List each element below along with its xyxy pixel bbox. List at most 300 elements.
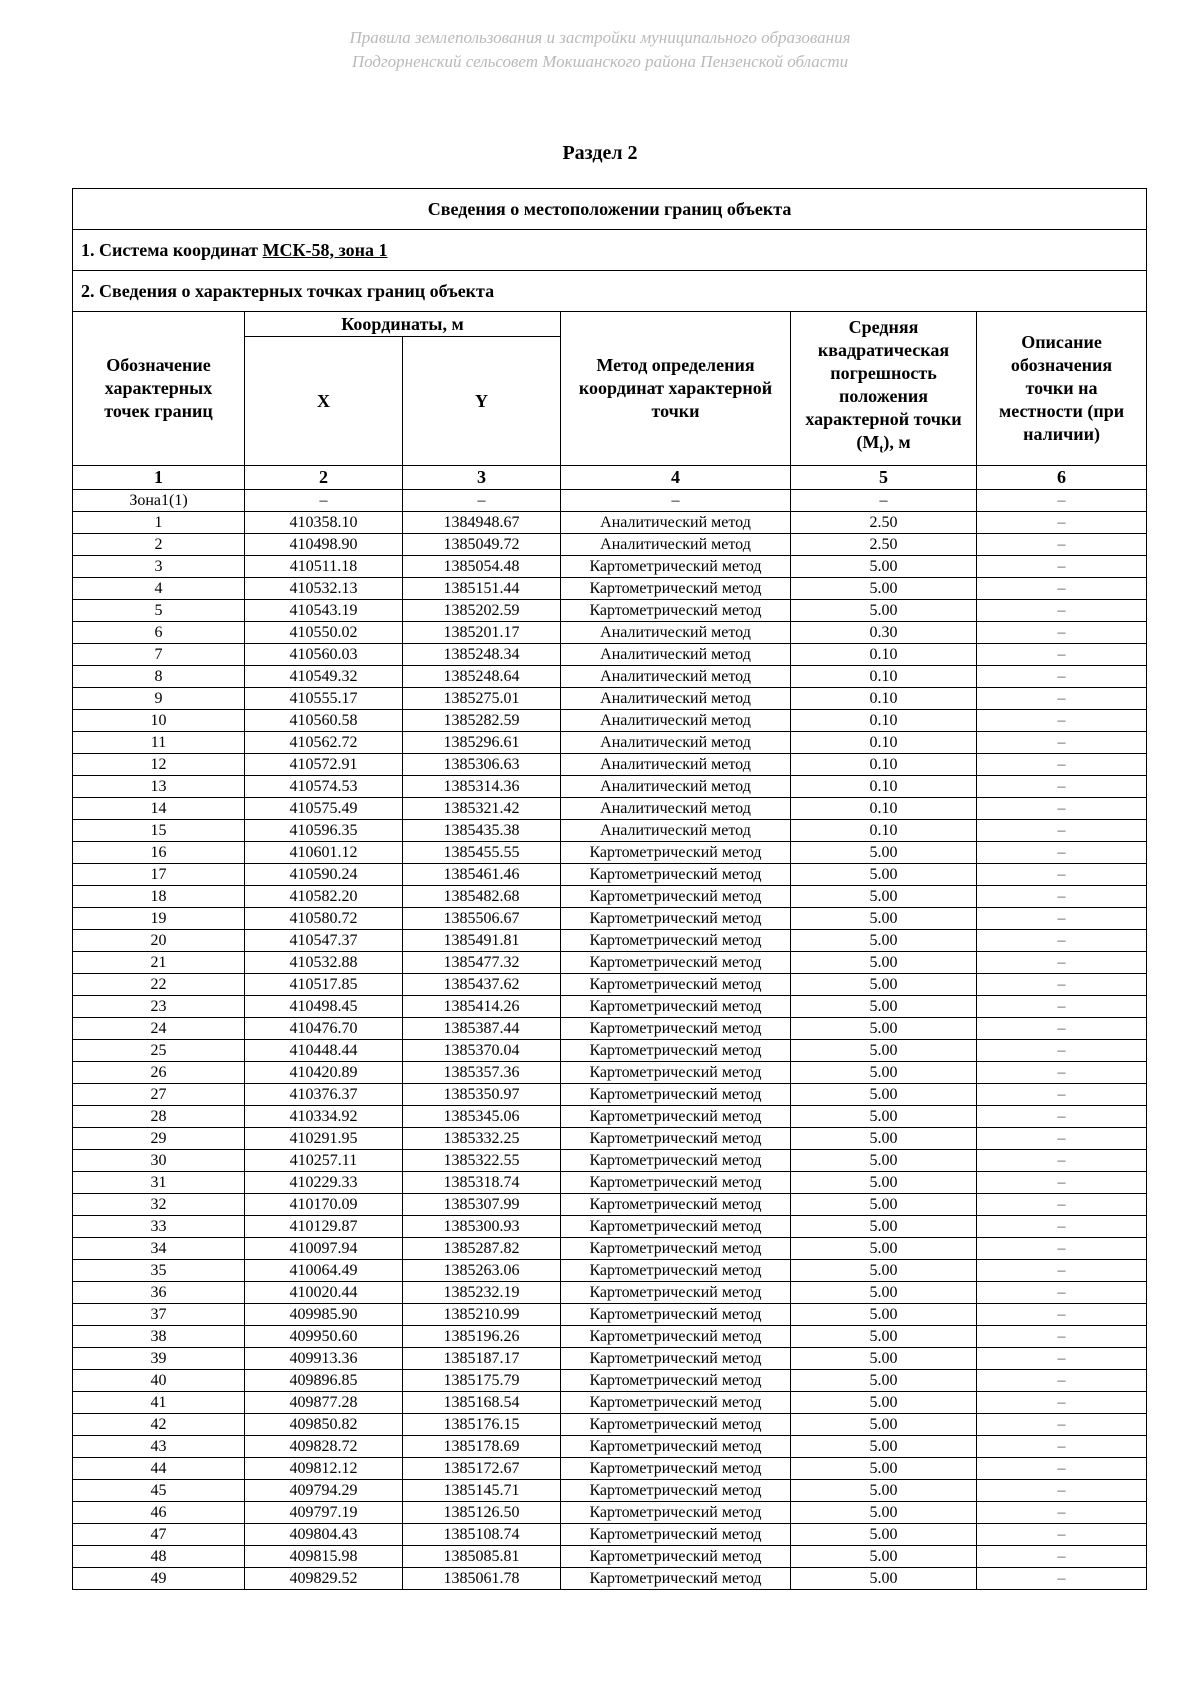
method: Картометрический метод xyxy=(561,1238,791,1260)
method: Картометрический метод xyxy=(561,1216,791,1238)
point-description: – xyxy=(977,754,1147,776)
table-row xyxy=(73,1128,1147,1150)
y-coordinate: 1385437.62 xyxy=(403,974,561,996)
mean-error: 5.00 xyxy=(791,864,977,886)
point-description: – xyxy=(977,534,1147,556)
point-number: 23 xyxy=(73,996,245,1018)
point-description: – xyxy=(977,930,1147,952)
point-number: 14 xyxy=(73,798,245,820)
x-coordinate: 410376.37 xyxy=(245,1084,403,1106)
table-title-row xyxy=(73,189,1147,230)
method: Картометрический метод xyxy=(561,1370,791,1392)
col-number: 2 xyxy=(245,466,403,490)
mean-error: 5.00 xyxy=(791,908,977,930)
x-coordinate: 410020.44 xyxy=(245,1282,403,1304)
method: Аналитический метод xyxy=(561,534,791,556)
x-coordinate: 409896.85 xyxy=(245,1370,403,1392)
point-description: – xyxy=(977,864,1147,886)
point-description: – xyxy=(977,974,1147,996)
point-number: 49 xyxy=(73,1568,245,1590)
table-row xyxy=(73,930,1147,952)
y-coordinate: 1385296.61 xyxy=(403,732,561,754)
point-number: 38 xyxy=(73,1326,245,1348)
method: Картометрический метод xyxy=(561,1040,791,1062)
point-description: – xyxy=(977,1304,1147,1326)
y-coordinate: 1385202.59 xyxy=(403,600,561,622)
mean-error: 5.00 xyxy=(791,600,977,622)
point-description: – xyxy=(977,1568,1147,1590)
method: Картометрический метод xyxy=(561,600,791,622)
point-number: 26 xyxy=(73,1062,245,1084)
x-coordinate: 410476.70 xyxy=(245,1018,403,1040)
point-description: – xyxy=(977,732,1147,754)
x-coordinate: 410517.85 xyxy=(245,974,403,996)
y-coordinate: 1385175.79 xyxy=(403,1370,561,1392)
table-row xyxy=(73,886,1147,908)
x-coordinate: 410596.35 xyxy=(245,820,403,842)
point-description: – xyxy=(977,578,1147,600)
x-coordinate: 409815.98 xyxy=(245,1546,403,1568)
table-row xyxy=(73,600,1147,622)
table-row xyxy=(73,1436,1147,1458)
table-row xyxy=(73,864,1147,886)
method: Картометрический метод xyxy=(561,1304,791,1326)
coord-system-row xyxy=(73,230,1147,271)
y-coordinate: 1385176.15 xyxy=(403,1414,561,1436)
x-coordinate: 409913.36 xyxy=(245,1348,403,1370)
mean-error: 0.30 xyxy=(791,622,977,644)
point-description: – xyxy=(977,886,1147,908)
mean-error: 5.00 xyxy=(791,1304,977,1326)
point-number: 34 xyxy=(73,1238,245,1260)
point-description: – xyxy=(977,1128,1147,1150)
y-coordinate: 1385461.46 xyxy=(403,864,561,886)
x-coordinate: 409797.19 xyxy=(245,1502,403,1524)
x-coordinate: 410170.09 xyxy=(245,1194,403,1216)
x-coordinate: 409850.82 xyxy=(245,1414,403,1436)
table-row xyxy=(73,1568,1147,1590)
table-row xyxy=(73,908,1147,930)
method: Картометрический метод xyxy=(561,1524,791,1546)
table-row xyxy=(73,1546,1147,1568)
point-description: – xyxy=(977,1370,1147,1392)
x-coordinate: 409950.60 xyxy=(245,1326,403,1348)
y-coordinate: 1385300.93 xyxy=(403,1216,561,1238)
mean-error: 5.00 xyxy=(791,1084,977,1106)
y-coordinate: 1385054.48 xyxy=(403,556,561,578)
method: Картометрический метод xyxy=(561,578,791,600)
x-coordinate: 410555.17 xyxy=(245,688,403,710)
point-number: 6 xyxy=(73,622,245,644)
method: Картометрический метод xyxy=(561,1150,791,1172)
point-description: – xyxy=(977,600,1147,622)
mean-error: 5.00 xyxy=(791,1194,977,1216)
mean-error: 5.00 xyxy=(791,1414,977,1436)
method: Картометрический метод xyxy=(561,996,791,1018)
y-coordinate: 1385482.68 xyxy=(403,886,561,908)
y-coordinate: 1385196.26 xyxy=(403,1326,561,1348)
x-coordinate: 410560.03 xyxy=(245,644,403,666)
method: Аналитический метод xyxy=(561,732,791,754)
point-number: 7 xyxy=(73,644,245,666)
table-row xyxy=(73,1238,1147,1260)
y-coordinate: 1385370.04 xyxy=(403,1040,561,1062)
mean-error: 5.00 xyxy=(791,1150,977,1172)
mean-error: 2.50 xyxy=(791,534,977,556)
method: Аналитический метод xyxy=(561,754,791,776)
point-number: 22 xyxy=(73,974,245,996)
method: Картометрический метод xyxy=(561,1194,791,1216)
method: Картометрический метод xyxy=(561,556,791,578)
x-coordinate: 410543.19 xyxy=(245,600,403,622)
x-coordinate: 410574.53 xyxy=(245,776,403,798)
table-row xyxy=(73,1458,1147,1480)
point-number: 17 xyxy=(73,864,245,886)
point-description: – xyxy=(977,1150,1147,1172)
method: Картометрический метод xyxy=(561,974,791,996)
y-coordinate: 1385282.59 xyxy=(403,710,561,732)
point-number: 37 xyxy=(73,1304,245,1326)
col-header-coords: Координаты, м xyxy=(245,312,561,337)
point-number: 41 xyxy=(73,1392,245,1414)
y-coordinate: 1385332.25 xyxy=(403,1128,561,1150)
col-header-x: X xyxy=(245,337,403,466)
method: Картометрический метод xyxy=(561,1392,791,1414)
y-coordinate: 1385151.44 xyxy=(403,578,561,600)
table-cell: – xyxy=(245,490,403,512)
x-coordinate: 410572.91 xyxy=(245,754,403,776)
y-coordinate: 1385435.38 xyxy=(403,820,561,842)
x-coordinate: 410097.94 xyxy=(245,1238,403,1260)
method: Картометрический метод xyxy=(561,1018,791,1040)
y-coordinate: 1385287.82 xyxy=(403,1238,561,1260)
point-number: 13 xyxy=(73,776,245,798)
table-cell: – xyxy=(561,490,791,512)
point-description: – xyxy=(977,644,1147,666)
y-coordinate: 1385350.97 xyxy=(403,1084,561,1106)
x-coordinate: 410498.45 xyxy=(245,996,403,1018)
col-header-error-unit: ), м xyxy=(883,432,911,453)
point-number: 8 xyxy=(73,666,245,688)
mean-error: 0.10 xyxy=(791,798,977,820)
y-coordinate: 1385322.55 xyxy=(403,1150,561,1172)
points-info: 2. Сведения о характерных точках границ объекта xyxy=(73,271,1147,312)
table-row xyxy=(73,952,1147,974)
column-number-row xyxy=(73,466,1147,490)
point-description: – xyxy=(977,1414,1147,1436)
y-coordinate: 1385455.55 xyxy=(403,842,561,864)
y-coordinate: 1385318.74 xyxy=(403,1172,561,1194)
method: Картометрический метод xyxy=(561,1348,791,1370)
x-coordinate: 410129.87 xyxy=(245,1216,403,1238)
col-header-method: Метод определения координат характерной точки xyxy=(561,312,791,466)
table-row xyxy=(73,798,1147,820)
x-coordinate: 410291.95 xyxy=(245,1128,403,1150)
point-description: – xyxy=(977,1040,1147,1062)
table-cell: – xyxy=(977,490,1147,512)
coord-system-cell xyxy=(73,230,1147,271)
y-coordinate: 1385275.01 xyxy=(403,688,561,710)
mean-error: 0.10 xyxy=(791,732,977,754)
mean-error: 5.00 xyxy=(791,1326,977,1348)
table-row xyxy=(73,622,1147,644)
x-coordinate: 409877.28 xyxy=(245,1392,403,1414)
mean-error: 5.00 xyxy=(791,886,977,908)
table-row xyxy=(73,842,1147,864)
point-number: 27 xyxy=(73,1084,245,1106)
col-header-error xyxy=(791,312,977,466)
y-coordinate: 1385321.42 xyxy=(403,798,561,820)
point-number: 10 xyxy=(73,710,245,732)
y-coordinate: 1385306.63 xyxy=(403,754,561,776)
point-number: 31 xyxy=(73,1172,245,1194)
method: Картометрический метод xyxy=(561,908,791,930)
table-row xyxy=(73,732,1147,754)
point-description: – xyxy=(977,1194,1147,1216)
method: Аналитический метод xyxy=(561,666,791,688)
mean-error: 0.10 xyxy=(791,820,977,842)
point-number: 47 xyxy=(73,1524,245,1546)
col-header-y: Y xyxy=(403,337,561,466)
y-coordinate: 1385187.17 xyxy=(403,1348,561,1370)
y-coordinate: 1385345.06 xyxy=(403,1106,561,1128)
method: Картометрический метод xyxy=(561,1172,791,1194)
x-coordinate: 410590.24 xyxy=(245,864,403,886)
table-row xyxy=(73,534,1147,556)
point-description: – xyxy=(977,1216,1147,1238)
point-description: – xyxy=(977,1326,1147,1348)
table-row xyxy=(73,1150,1147,1172)
header-line-1: Правила землепользования и застройки муниципального образования xyxy=(349,28,851,47)
point-number: 16 xyxy=(73,842,245,864)
y-coordinate: 1385387.44 xyxy=(403,1018,561,1040)
point-description: – xyxy=(977,1436,1147,1458)
point-description: – xyxy=(977,1106,1147,1128)
mean-error: 5.00 xyxy=(791,1480,977,1502)
point-number: 46 xyxy=(73,1502,245,1524)
x-coordinate: 410582.20 xyxy=(245,886,403,908)
x-coordinate: 409804.43 xyxy=(245,1524,403,1546)
method: Картометрический метод xyxy=(561,1128,791,1150)
table-row xyxy=(73,1348,1147,1370)
col-number: 3 xyxy=(403,466,561,490)
mean-error: 5.00 xyxy=(791,996,977,1018)
x-coordinate: 409828.72 xyxy=(245,1436,403,1458)
mean-error: 5.00 xyxy=(791,974,977,996)
x-coordinate: 409794.29 xyxy=(245,1480,403,1502)
point-number: 29 xyxy=(73,1128,245,1150)
x-coordinate: 410448.44 xyxy=(245,1040,403,1062)
mean-error: 5.00 xyxy=(791,952,977,974)
point-number: 42 xyxy=(73,1414,245,1436)
table-row xyxy=(73,556,1147,578)
point-number: 30 xyxy=(73,1150,245,1172)
x-coordinate: 410549.32 xyxy=(245,666,403,688)
point-description: – xyxy=(977,1502,1147,1524)
point-number: 43 xyxy=(73,1436,245,1458)
x-coordinate: 410550.02 xyxy=(245,622,403,644)
table-row xyxy=(73,1502,1147,1524)
table-row xyxy=(73,1194,1147,1216)
method: Аналитический метод xyxy=(561,710,791,732)
y-coordinate: 1385126.50 xyxy=(403,1502,561,1524)
method: Картометрический метод xyxy=(561,1436,791,1458)
x-coordinate: 410229.33 xyxy=(245,1172,403,1194)
method: Картометрический метод xyxy=(561,930,791,952)
table-row xyxy=(73,1326,1147,1348)
point-description: – xyxy=(977,688,1147,710)
mean-error: 5.00 xyxy=(791,1502,977,1524)
mean-error: 0.10 xyxy=(791,710,977,732)
point-number: 5 xyxy=(73,600,245,622)
table-title: Сведения о местоположении границ объекта xyxy=(73,189,1147,230)
table-row xyxy=(73,1304,1147,1326)
table-cell: – xyxy=(403,490,561,512)
method: Аналитический метод xyxy=(561,622,791,644)
col-header-point: Обозначение характерных точек границ xyxy=(73,312,245,466)
y-coordinate: 1385263.06 xyxy=(403,1260,561,1282)
point-description: – xyxy=(977,1172,1147,1194)
method: Картометрический метод xyxy=(561,886,791,908)
section-title: Раздел 2 xyxy=(562,142,638,164)
y-coordinate: 1385491.81 xyxy=(403,930,561,952)
mean-error: 2.50 xyxy=(791,512,977,534)
x-coordinate: 409985.90 xyxy=(245,1304,403,1326)
method: Аналитический метод xyxy=(561,820,791,842)
table-row xyxy=(73,1018,1147,1040)
method: Картометрический метод xyxy=(561,842,791,864)
point-description: – xyxy=(977,908,1147,930)
col-header-error-text: Средняя квадратическая погрешность положения характерной точки (M xyxy=(805,317,962,453)
mean-error: 5.00 xyxy=(791,1128,977,1150)
method: Картометрический метод xyxy=(561,1480,791,1502)
y-coordinate: 1385477.32 xyxy=(403,952,561,974)
table-row xyxy=(73,1524,1147,1546)
point-description: – xyxy=(977,952,1147,974)
y-coordinate: 1385506.67 xyxy=(403,908,561,930)
point-description: – xyxy=(977,1062,1147,1084)
y-coordinate: 1385172.67 xyxy=(403,1458,561,1480)
x-coordinate: 410575.49 xyxy=(245,798,403,820)
table-row xyxy=(73,1480,1147,1502)
x-coordinate: 410511.18 xyxy=(245,556,403,578)
point-description: – xyxy=(977,1238,1147,1260)
x-coordinate: 409812.12 xyxy=(245,1458,403,1480)
table-row xyxy=(73,666,1147,688)
method: Аналитический метод xyxy=(561,644,791,666)
y-coordinate: 1385085.81 xyxy=(403,1546,561,1568)
method: Картометрический метод xyxy=(561,1326,791,1348)
point-number: 15 xyxy=(73,820,245,842)
table-row xyxy=(73,776,1147,798)
mean-error: 5.00 xyxy=(791,1172,977,1194)
method: Картометрический метод xyxy=(561,1260,791,1282)
y-coordinate: 1385307.99 xyxy=(403,1194,561,1216)
mean-error: 5.00 xyxy=(791,1238,977,1260)
mean-error: 5.00 xyxy=(791,1524,977,1546)
y-coordinate: 1385314.36 xyxy=(403,776,561,798)
table-row xyxy=(73,1282,1147,1304)
x-coordinate: 410257.11 xyxy=(245,1150,403,1172)
mean-error: 5.00 xyxy=(791,1546,977,1568)
y-coordinate: 1385145.71 xyxy=(403,1480,561,1502)
point-number: 18 xyxy=(73,886,245,908)
point-number: 44 xyxy=(73,1458,245,1480)
mean-error: 5.00 xyxy=(791,1436,977,1458)
point-number: 24 xyxy=(73,1018,245,1040)
table-row xyxy=(73,754,1147,776)
table-row xyxy=(73,1370,1147,1392)
zone-row xyxy=(73,490,1147,512)
x-coordinate: 410498.90 xyxy=(245,534,403,556)
mean-error: 5.00 xyxy=(791,578,977,600)
mean-error: 0.10 xyxy=(791,776,977,798)
document-header xyxy=(0,26,1200,74)
point-description: – xyxy=(977,512,1147,534)
table-row xyxy=(73,1040,1147,1062)
table-row xyxy=(73,512,1147,534)
mean-error: 0.10 xyxy=(791,754,977,776)
point-number: 3 xyxy=(73,556,245,578)
table-row xyxy=(73,688,1147,710)
table-row xyxy=(73,710,1147,732)
table-row xyxy=(73,974,1147,996)
point-description: – xyxy=(977,666,1147,688)
mean-error: 5.00 xyxy=(791,556,977,578)
point-number: 20 xyxy=(73,930,245,952)
table-row xyxy=(73,644,1147,666)
method: Картометрический метод xyxy=(561,1084,791,1106)
mean-error: 5.00 xyxy=(791,1040,977,1062)
mean-error: 0.10 xyxy=(791,644,977,666)
point-description: – xyxy=(977,1524,1147,1546)
boundary-points-table xyxy=(72,188,1147,1590)
column-header-row-1 xyxy=(73,312,1147,337)
mean-error: 5.00 xyxy=(791,842,977,864)
method: Аналитический метод xyxy=(561,798,791,820)
method: Картометрический метод xyxy=(561,1282,791,1304)
table-row xyxy=(73,820,1147,842)
table-row xyxy=(73,1414,1147,1436)
method: Картометрический метод xyxy=(561,864,791,886)
y-coordinate: 1385414.26 xyxy=(403,996,561,1018)
point-description: – xyxy=(977,1392,1147,1414)
method: Картометрический метод xyxy=(561,1502,791,1524)
x-coordinate: 410562.72 xyxy=(245,732,403,754)
method: Картометрический метод xyxy=(561,952,791,974)
x-coordinate: 410560.58 xyxy=(245,710,403,732)
x-coordinate: 410064.49 xyxy=(245,1260,403,1282)
mean-error: 5.00 xyxy=(791,1018,977,1040)
col-header-description: Описание обозначения точки на местности (при наличии) xyxy=(977,312,1147,466)
y-coordinate: 1385210.99 xyxy=(403,1304,561,1326)
col-number: 6 xyxy=(977,466,1147,490)
y-coordinate: 1385248.64 xyxy=(403,666,561,688)
point-number: 19 xyxy=(73,908,245,930)
x-coordinate: 410601.12 xyxy=(245,842,403,864)
table-row xyxy=(73,1216,1147,1238)
mean-error: 0.10 xyxy=(791,666,977,688)
point-description: – xyxy=(977,1458,1147,1480)
x-coordinate: 410532.13 xyxy=(245,578,403,600)
point-number: 9 xyxy=(73,688,245,710)
point-description: – xyxy=(977,1480,1147,1502)
point-number: 4 xyxy=(73,578,245,600)
point-number: 45 xyxy=(73,1480,245,1502)
x-coordinate: 410547.37 xyxy=(245,930,403,952)
method: Картометрический метод xyxy=(561,1568,791,1590)
method: Аналитический метод xyxy=(561,688,791,710)
